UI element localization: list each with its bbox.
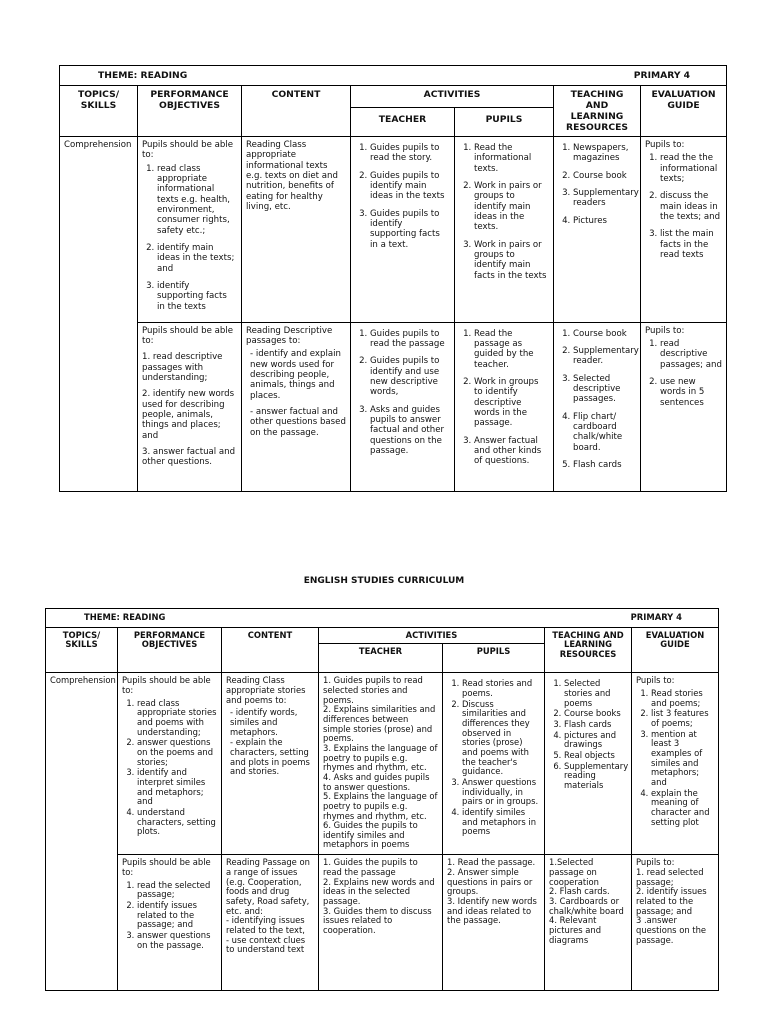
evaluation-cell — [632, 673, 719, 855]
list-item: 4. identify similes and metaphors in poems — [462, 808, 540, 837]
teacher-item: 5. Explains the language of poetry to pupils e.g. rhymes and rhythm, etc. — [323, 791, 438, 821]
eval-intro: Pupils to: — [645, 325, 685, 336]
content-cell — [222, 855, 319, 991]
performance-cell — [138, 137, 242, 323]
teacher-item: 3. Guides them to discuss issues related to cooperation. — [323, 905, 432, 935]
list-item: - identify words, similes and metaphors. — [230, 708, 314, 737]
table-row — [46, 855, 719, 991]
list-item: 2. Guides pupils to identify main ideas in the texts — [370, 171, 450, 202]
perf-intro: Pupils should be able to: — [122, 675, 211, 695]
eval-item: 1. read selected passage; — [636, 866, 704, 887]
resources-item: 4. Relevant pictures and diagrams — [549, 915, 602, 945]
perf-item: 1. read descriptive passages with understanding; — [142, 352, 223, 384]
eval-item: 2. identify issues related to the passage; and — [636, 886, 707, 916]
list-item: 1. Read stories and poems; — [651, 689, 714, 708]
list-item: 4. understand characters, setting plots. — [137, 808, 217, 837]
content-cell: Reading Class appropriate informational texts e.g. texts on diet and nutrition, benefits of eating for healthy living, etc. — [242, 137, 351, 323]
list-item: 2. Work in groups to identify descriptive words in the passage. — [474, 377, 549, 429]
content-intro: Reading Descriptive passages to: — [246, 325, 333, 347]
list-item: 3. Work in pairs or groups to identify main facts in the texts — [474, 240, 549, 281]
teacher-item: 2. Explains similarities and differences between simple stories (prose) and poems. — [323, 704, 436, 744]
theme-title: THEME: READING — [98, 70, 188, 81]
list-item: 2. use new words in 5 sentences — [660, 377, 722, 408]
list-item: 4. explain the meaning of character and setting plot — [651, 789, 714, 828]
list-item: 2. identify main ideas in the texts; and — [157, 243, 237, 274]
evaluation-cell — [641, 322, 727, 491]
header-activities: ACTIVITIES — [351, 86, 554, 108]
header-pupils: PUPILS — [455, 107, 554, 136]
list-item: 1. Selected stories and poems — [564, 679, 627, 708]
list-item: 1. read the the informational texts; — [660, 153, 722, 184]
resources-cell — [545, 855, 632, 991]
list-item: 2. Discuss similarities and differences they observed in stories (prose) and poems with the teacher's guidance. — [462, 700, 540, 777]
teacher-item: 6. Guides the pupils to identify similes and metaphors in poems — [323, 820, 418, 850]
eval-intro: Pupils to: — [645, 140, 685, 151]
resources-cell — [554, 322, 641, 491]
performance-cell — [118, 855, 222, 991]
content-cell — [222, 673, 319, 855]
list-item: 2. Course book — [573, 171, 636, 181]
list-item: 1. read the selected passage; — [137, 881, 217, 900]
teacher-item: 3. Explains the language of poetry to pupils e.g. rhymes and rhythm, etc. — [323, 742, 438, 773]
header-activities: ACTIVITIES — [319, 627, 545, 644]
eval-intro: Pupils to: — [636, 675, 675, 686]
header-teacher: TEACHER — [319, 644, 443, 673]
curriculum-table-1 — [59, 65, 727, 492]
list-item: 1. Read the passage as guided by the teacher. — [474, 329, 549, 370]
eval-intro: Pupils to: — [636, 857, 675, 868]
list-item: 3. Answer factual and other kinds of questions. — [474, 436, 549, 467]
list-item: 3. identify supporting facts in the texts — [157, 281, 237, 312]
list-item: 3. list the main facts in the read texts — [660, 229, 722, 260]
pupils-item: 1. Read the passage. — [447, 857, 536, 868]
list-item: 3. answer questions on the passage. — [137, 931, 217, 950]
list-item: 2. identify issues related to the passage; and — [137, 901, 217, 930]
list-item: 4. pictures and drawings — [564, 731, 627, 750]
content-cell — [242, 322, 351, 491]
list-item: 3. Asks and guides pupils to answer factual and other questions on the passage. — [370, 405, 450, 457]
header-performance: PERFORMANCE OBJECTIVES — [118, 627, 222, 673]
teacher-cell — [319, 855, 443, 991]
header-teacher: TEACHER — [351, 107, 455, 136]
table-row — [60, 322, 727, 491]
pupils-item: 3. Identify new words and ideas related to the passage. — [447, 895, 537, 926]
theme-row — [60, 66, 727, 86]
list-item: 1. Newspapers, magazines — [573, 143, 636, 164]
header-resources: TEACHING AND LEARNING RESOURCES — [554, 86, 641, 137]
perf-item: 3. answer factual and other questions. — [142, 446, 236, 468]
table-row — [60, 137, 727, 323]
curriculum-title: ENGLISH STUDIES CURRICULUM — [303, 576, 465, 586]
list-item: 2. Supplementary reader. — [573, 346, 636, 367]
perf-item: 2. identify new words used for describing people, animals, things and places; and — [142, 389, 235, 441]
topic-cell: Comprehension — [46, 673, 118, 991]
header-evaluation: EVALUATION GUIDE — [641, 86, 727, 137]
list-item: - explain the characters, setting and plots in poems and stories. — [230, 738, 314, 777]
header-content: CONTENT — [242, 86, 351, 137]
pupils-item: 2. Answer simple questions in pairs or groups. — [447, 866, 533, 897]
list-item: 3. Selected descriptive passages. — [573, 374, 636, 405]
header-performance: PERFORMANCE OBJECTIVES — [138, 86, 242, 137]
resources-cell — [545, 673, 632, 855]
eval-item: 3 .answer questions on the passage. — [636, 915, 707, 945]
evaluation-cell — [641, 137, 727, 323]
list-item: 2. Course books — [564, 709, 627, 719]
content-intro: Reading Passage on a range of issues (e.g. Cooperation, foods and drug safety, Road safety, etc. and: — [226, 857, 310, 916]
list-item: 1. Read stories and poems. — [462, 679, 540, 698]
level-label: PRIMARY 4 — [633, 70, 691, 81]
header-content: CONTENT — [222, 627, 319, 673]
perf-intro: Pupils should be able to: — [122, 857, 211, 877]
list-item: 2. Work in pairs or groups to identify main ideas in the texts. — [474, 181, 549, 233]
teacher-item: 1. Guides the pupils to read the passage — [323, 857, 418, 877]
perf-intro: Pupils should be able to: — [142, 325, 233, 347]
teacher-cell — [351, 322, 455, 491]
list-item: 4. Pictures — [573, 216, 636, 226]
theme-title: THEME: READING — [84, 612, 166, 622]
list-item: 1. read descriptive passages; and — [660, 339, 722, 370]
teacher-cell — [351, 137, 455, 323]
list-item: 3. mention at least 3 examples of similes and metaphors; and — [651, 730, 714, 788]
list-item: 1. Course book — [573, 329, 636, 339]
list-item: 1. Guides pupils to read the passage — [370, 329, 450, 350]
content-intro: Reading Class appropriate stories and poems to: — [226, 675, 306, 705]
teacher-cell — [319, 673, 443, 855]
list-item: 2. answer questions on the poems and stories; — [137, 738, 217, 767]
performance-cell — [118, 673, 222, 855]
list-item: 2. list 3 features of poems; — [651, 709, 714, 728]
list-item: 1. Read the informational texts. — [474, 143, 549, 174]
pupils-cell — [455, 322, 554, 491]
table-row — [46, 673, 719, 855]
list-item: 3. Guides pupils to identify supporting facts in a text. — [370, 209, 450, 250]
list-item: - answer factual and other questions based on the passage. — [250, 407, 346, 438]
resources-cell — [554, 137, 641, 323]
list-item: 1. read class appropriate stories and poems with understanding; — [137, 699, 217, 738]
list-item: 3. identify and interpret similes and metaphors; and — [137, 768, 217, 807]
header-topics: TOPICS/ SKILLS — [46, 627, 118, 673]
pupils-cell — [455, 137, 554, 323]
list-item: 1. Guides pupils to read the story. — [370, 143, 450, 164]
curriculum-table-2 — [45, 608, 719, 991]
list-item: 5. Real objects — [564, 751, 627, 761]
teacher-item: 4. Asks and guides pupils to answer questions. — [323, 771, 430, 792]
header-resources: TEACHING AND LEARNING RESOURCES — [545, 627, 632, 673]
list-item: 3. Supplementary readers — [573, 188, 636, 209]
evaluation-cell — [632, 855, 719, 991]
content-item: - use context clues to understand text — [226, 934, 306, 955]
resources-item: 3. Cardboards or chalk/white board — [549, 895, 624, 916]
list-item: 2. Guides pupils to identify and use new descriptive words, — [370, 356, 450, 397]
topic-cell: Comprehension — [60, 137, 138, 492]
list-item: 2. discuss the main ideas in the texts; and — [660, 191, 722, 222]
pupils-cell — [443, 673, 545, 855]
level-label: PRIMARY 4 — [630, 612, 682, 622]
resources-item: 1.Selected passage on cooperation — [549, 857, 599, 887]
header-pupils: PUPILS — [443, 644, 545, 673]
header-evaluation: EVALUATION GUIDE — [632, 627, 719, 673]
list-item: 6. Supplementary reading materials — [564, 762, 627, 791]
header-topics: TOPICS/ SKILLS — [60, 86, 138, 137]
performance-cell — [138, 322, 242, 491]
resources-item: 2. Flash cards. — [549, 886, 610, 897]
teacher-item: 2. Explains new words and ideas in the selected passage. — [323, 876, 435, 906]
theme-row — [46, 609, 719, 628]
list-item: 4. Flip chart/ cardboard chalk/white board. — [573, 412, 636, 453]
list-item: 3. Flash cards — [564, 720, 627, 730]
perf-intro: Pupils should be able to: — [142, 140, 233, 161]
list-item: 5. Flash cards — [573, 460, 636, 470]
pupils-cell — [443, 855, 545, 991]
list-item: 3. Answer questions individually, in pairs or in groups. — [462, 778, 540, 807]
list-item: - identify and explain new words used for describing people, animals, things and places. — [250, 349, 346, 401]
content-item: - identifying issues related to the text, — [226, 915, 305, 935]
teacher-item: 1. Guides pupils to read selected stories and poems. — [323, 675, 423, 705]
list-item: 1. read class appropriate informational texts e.g. health, environment, consumer rights, safety etc.; — [157, 164, 237, 236]
